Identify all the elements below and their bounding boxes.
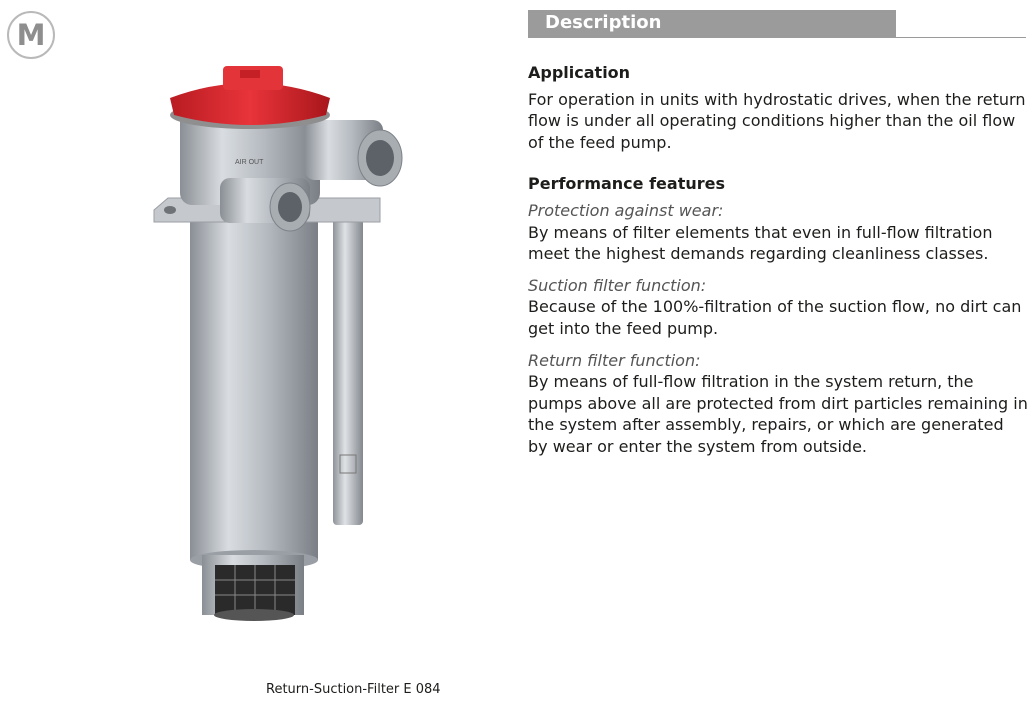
- description-content: [528, 62, 1028, 458]
- logo-letter: M: [16, 18, 46, 52]
- application-text: For operation in units with hydrostatic drives, when the return flow is under all operating conditions higher than the oil flow of the feed pump.: [528, 89, 1026, 152]
- section-header-rule: [528, 37, 1026, 38]
- feature-title: Return filter function:: [528, 350, 701, 370]
- features-heading: Performance features: [528, 174, 725, 194]
- feature-title: Protection against wear:: [528, 200, 724, 220]
- section-header: [528, 10, 1026, 38]
- filter-housing: [190, 210, 318, 560]
- suction-tube: [333, 210, 363, 525]
- feature-text: By means of full-flow filtration in the system return, the pumps above all are protected from dirt particles remaining in the system after assembly, repairs, or which are generated by wear or enter the system from outside.: [528, 372, 1028, 456]
- section-title: Description: [545, 12, 662, 33]
- filter-product-image: [140, 60, 410, 630]
- brand-logo: [7, 11, 55, 59]
- application-heading: Application: [528, 63, 631, 82]
- feature-text: Because of the 100%-filtration of the suction flow, no dirt can get into the feed pump.: [528, 297, 1022, 338]
- air-out-label: AIR OUT: [235, 159, 264, 166]
- image-caption: Return-Suction-Filter E 084: [266, 682, 441, 697]
- feature-title: Suction filter function:: [528, 275, 707, 295]
- feature-text: By means of filter elements that even in full-flow filtration meet the highest demands regarding cleanliness classes.: [528, 222, 993, 264]
